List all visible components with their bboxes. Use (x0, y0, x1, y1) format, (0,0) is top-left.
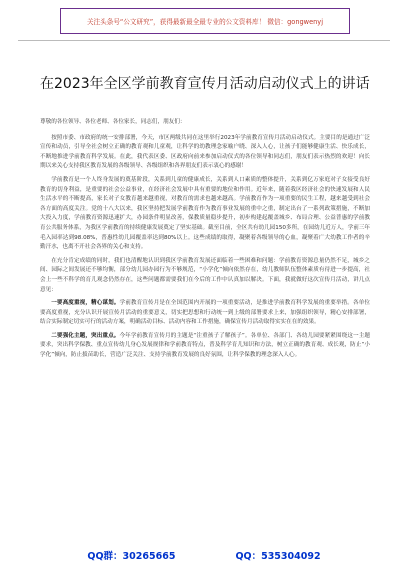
paragraph-text: 学前教育宣传月是在全国范围内开展的一项重要活动，是推进学前教育科学发展的重要举措。各单位要高度重视，充分认识开展宣传月活动的重要意义，切实把思想和行动统一到上级的部署要求上来，加强组织领导，精心安排部署，结合实际制定切实可行的活动方案，明确活动目标、活动内容和工作措施，确保宣传月活动取得实实在在的效果。 (40, 300, 370, 326)
paragraph (40, 134, 370, 172)
qq-group-text: QQ群：30265665 (87, 551, 176, 562)
document-title: 在2023年全区学前教育宣传月活动启动仪式上的讲话 (40, 76, 370, 93)
paragraph (40, 332, 370, 361)
paragraph (40, 176, 370, 253)
qq-text: QQ：535304092 (235, 551, 321, 562)
header-divider (18, 40, 390, 41)
header-banner (60, 8, 350, 34)
banner-text: 关注头条号“公文研究”，获得最新最全最专业的公文资料库！ 微信：gongwenyj (86, 18, 324, 26)
paragraph-text: 按照市委、市政府的统一安排部署，今天，市区两级共同在这里举行2023年学前教育宣传月活动启动仪式。主要目的是通过广泛宣传和动员，引导全社会树立正确的教育观和儿童观，让科学的幼教理念家喻户晓、深入人心，让孩子们能够健康生活、快乐成长，不断地推进学前教育科学发展。在此，我代表区委、区政府向前来参加启动仪式的各位领导和同志们，朋友们表示热烈的欢迎！向长期以来关心支持我区教育发展的各级领导、各级组织和各界朋友们表示衷心的感谢！ (40, 134, 370, 170)
paragraph-text: 学前教育是一个人终身发展的奠基阶段，关系到儿童的健康成长，关系到人口素质的整体提升，关系到亿万家庭对子女接受良好教育的切身利益，是重要的社会公益事业，在经济社会发展中具有重要的地位和作用。近年来，随着我区经济社会的快速发展和人民生活水平的不断提高，家长对子女教育越来越重视，对教育的需求也越来越高。学前教育作为一项重要的民生工程，越来越受到社会各方面的高度关注。党的十八大以来，我区坚持把发展学前教育作为教育事业发展的重中之重，制定出台了一系列政策措施，不断加大投入力度，学前教育资源迅速扩大，办园条件明显改善，保教质量稳步提升，初步构建起覆盖城乡、布局合理、公益普惠的学前教育公共服务体系，为我区学前教育的持续健康发展奠定了坚实基础。截至目前，全区共有幼儿园150多所，在园幼儿近万人，学前三年毛入园率达到98.08%，普惠性幼儿园覆盖率达到80%以上。这些成绩的取得，凝聚着各级领导的心血，凝聚着广大幼教工作者的辛勤汗水，也离不开社会各界的关心和支持。 (40, 176, 370, 251)
paragraph-head: 一要高度重视，精心谋划。 (51, 300, 120, 307)
footer-contact (0, 548, 408, 562)
paragraph-head: 二要强化主题，突出重点。 (51, 332, 120, 339)
paragraph (40, 257, 370, 295)
document-body (40, 118, 370, 548)
paragraph-text: 今年学前教育宣传月的主题是“注重孩子了解孩子”。各单位、各部门、各幼儿园要紧紧围绕这一主题要求，突出科学保教、重点宣传幼儿身心发展规律和学前教育特点，普及科学育儿知识和方法，树立正确的教育观、成长观，防止“小学化”倾向，防止拔苗助长，营造广泛关注、支持学前教育发展的良好氛围，让科学保教的理念深入人心。 (40, 332, 370, 359)
paragraph (40, 299, 370, 328)
greeting: 尊敬的各位领导、各位老师、各位家长，同志们，朋友们： (40, 119, 186, 125)
paragraph-text: 在充分肯定成绩的同时，我们也清醒地认识到我区学前教育发展还面临着一些困难和问题：学前教育资源总量仍然不足，城乡之间、园际之间发展还不够均衡，部分幼儿园办园行为不够规范，“小学化”倾向依然存在，幼儿教师队伍整体素质有待进一步提高，社会上一些不科学的育儿观念仍然存在，这些问题都需要我们在今后的工作中认真加以解决。下面，我就做好这次宣传月活动，讲几点意见： (40, 257, 370, 293)
